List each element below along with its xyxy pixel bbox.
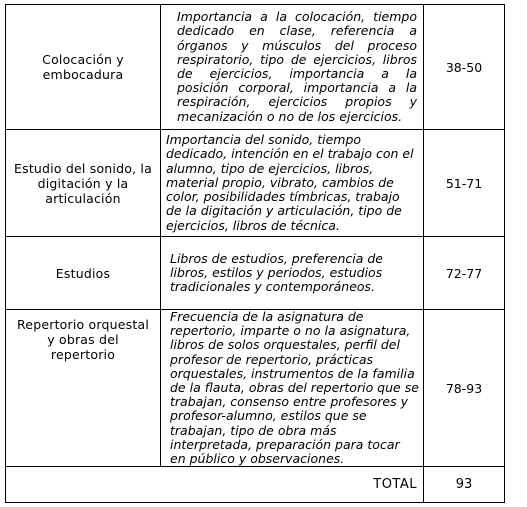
section-label: Repertorio orquestal y obras del repertorio <box>16 317 150 362</box>
description-cell <box>161 310 424 467</box>
description-text: Libros de estudios, preferencia de libros, estilos y periodos, estudios tradicionales y contemporáneos. <box>170 250 383 295</box>
section-label: Colocación y embocadura <box>42 52 124 82</box>
description-text: Importancia del sonido, tiempo dedicado, intención en el trabajo con el alumno, tipo de ejercicios, libros, material propio, vibrato, cambios de color, posibilidades tímbricas, trabajo de la digitación y articulación, tipo de ejercicios, libros de técnica. <box>166 132 414 233</box>
pages-cell <box>424 5 505 130</box>
page-range: 38-50 <box>445 59 483 75</box>
page-range: 51-71 <box>445 175 483 191</box>
description-cell <box>161 237 424 310</box>
table-row <box>6 130 505 237</box>
pages-cell <box>424 310 505 467</box>
pages-cell <box>424 237 505 310</box>
section-cell <box>6 237 161 310</box>
total-value-cell <box>424 467 505 503</box>
table-row <box>6 310 505 467</box>
section-cell <box>6 310 161 467</box>
description-cell <box>161 130 424 237</box>
total-label: TOTAL <box>373 477 417 493</box>
pages-cell <box>424 130 505 237</box>
description-text: Importancia a la colocación, tiempo dedicado en clase, referencia a órganos y músculos del proceso respiratorio, tipo de ejercicios, libros de ejercicios, importancia a la posición corporal, importancia a la respiración, ejercicios propios y mecanización o no de los ejercicios. <box>177 9 417 124</box>
total-label-cell <box>6 467 424 503</box>
content-table <box>5 4 505 503</box>
section-cell <box>6 5 161 130</box>
page-range: 78-93 <box>445 380 483 396</box>
table-row <box>6 5 505 130</box>
section-label: Estudios <box>55 265 111 281</box>
total-row <box>6 467 505 503</box>
total-value: 93 <box>455 477 473 493</box>
table-row <box>6 237 505 310</box>
description-text: Frecuencia de la asignatura de repertorio, imparte o no la asignatura, libros de solos orquestales, perfil del profesor de repertorio, prácticas orquestales, instrumentos de la familia de la flauta, obras del repertorio que se trabajan, consenso entre profesores y profesor-alumno, estilos que se trabajan, tipo de obra más interpretada, preparación para tocar en público y observaciones. <box>170 309 419 467</box>
page-range: 72-77 <box>445 265 483 281</box>
section-label: Estudio del sonido, la digitación y la articulación <box>14 160 152 206</box>
description-cell <box>161 5 424 130</box>
section-cell <box>6 130 161 237</box>
